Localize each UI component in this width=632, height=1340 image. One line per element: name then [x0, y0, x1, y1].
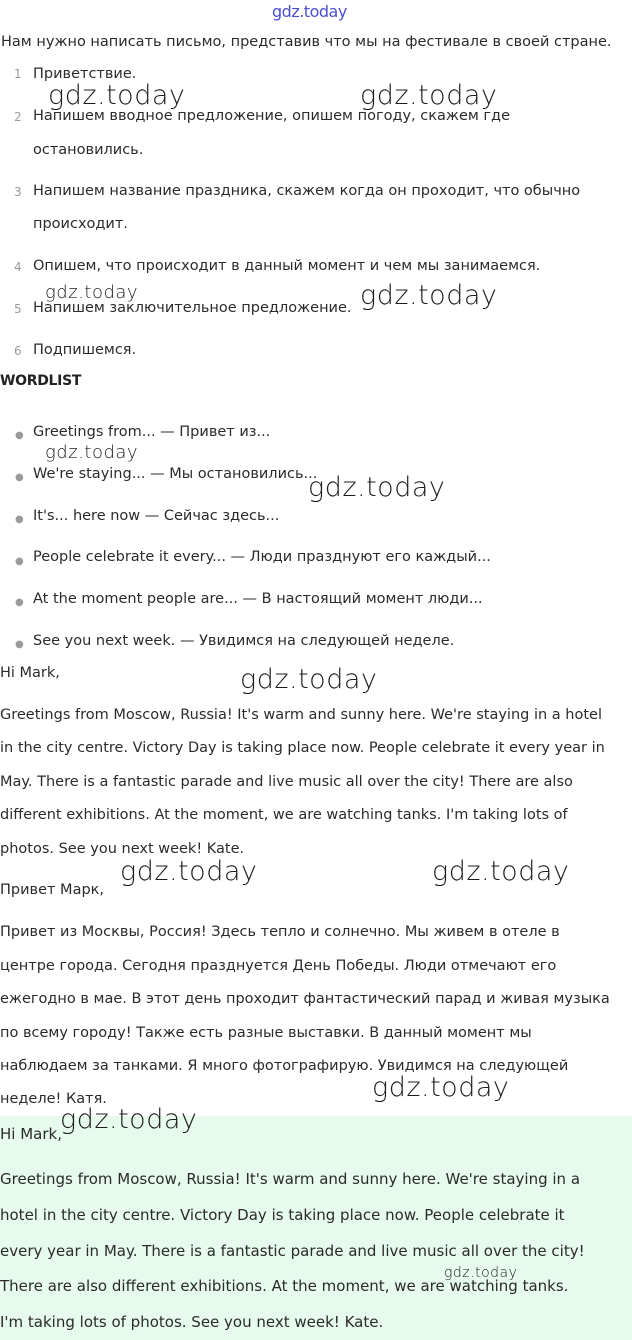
- step-text: Опишем, что происходит в данный момент и чем мы занимаемся.: [33, 258, 541, 274]
- step-text: остановились.: [33, 142, 144, 158]
- step-number: 4: [14, 260, 22, 274]
- letter-line: Привет из Москвы, Россия! Здесь тепло и солнечно. Мы живем в отеле в: [0, 924, 560, 940]
- letter-line: photos. See you next week! Kate.: [0, 841, 245, 857]
- watermark: gdz.today: [45, 442, 139, 463]
- watermark: gdz.today: [372, 1072, 510, 1103]
- step-text: Напишем заключительное предложение.: [33, 300, 352, 316]
- watermark: gdz.today: [360, 80, 498, 111]
- letter-greeting: Hi Mark,: [0, 665, 60, 681]
- bullet-icon: ●: [15, 472, 24, 483]
- wordlist-text: At the moment people are... — В настоящий момент люди...: [33, 591, 483, 607]
- step-number: 1: [14, 67, 22, 81]
- step-text: Приветствие.: [33, 66, 137, 82]
- watermark: gdz.today: [360, 280, 498, 311]
- wordlist-text: People celebrate it every... — Люди празднуют его каждый...: [33, 549, 491, 565]
- watermark: gdz.today: [308, 472, 446, 503]
- step-number: 2: [14, 110, 22, 124]
- wordlist-text: It's... here now — Сейчас здесь...: [33, 508, 280, 524]
- step-number: 5: [14, 302, 22, 316]
- wordlist-heading: WORDLIST: [0, 373, 82, 389]
- wordlist-text: Greetings from... — Привет из...: [33, 424, 271, 440]
- step-text: Подпишемся.: [33, 342, 137, 358]
- letter-line: every year in May. There is a fantastic parade and live music all over the city!: [0, 1242, 585, 1260]
- bullet-icon: ●: [15, 514, 24, 525]
- letter-line: неделе! Катя.: [0, 1091, 107, 1107]
- site-watermark-header: gdz.today: [272, 2, 347, 21]
- watermark: gdz.today: [432, 856, 570, 887]
- letter-line: There are also different exhibitions. At the moment, we are watching tanks.: [0, 1277, 569, 1295]
- step-number: 6: [14, 344, 22, 358]
- wordlist-text: See you next week. — Увидимся на следующей неделе.: [33, 633, 455, 649]
- bullet-icon: ●: [15, 430, 24, 441]
- letter-greeting: Hi Mark,: [0, 1125, 62, 1143]
- task-intro: Нам нужно написать письмо, представив что мы на фестивале в своей стране.: [1, 34, 612, 50]
- letter-line: Greetings from Moscow, Russia! It's warm and sunny here. We're staying in a hotel: [0, 707, 602, 723]
- watermark: gdz.today: [45, 282, 139, 303]
- bullet-icon: ●: [15, 556, 24, 567]
- letter-line: May. There is a fantastic parade and live music all over the city! There are also: [0, 774, 573, 790]
- watermark: gdz.today: [60, 1104, 198, 1135]
- wordlist-text: We're staying... — Мы остановились...: [33, 466, 318, 482]
- step-number: 3: [14, 185, 22, 199]
- step-text: Напишем название праздника, скажем когда он проходит, что обычно: [33, 183, 581, 199]
- watermark: gdz.today: [120, 856, 258, 887]
- step-text: Напишем вводное предложение, опишем погоду, скажем где: [33, 108, 510, 124]
- bullet-icon: ●: [15, 597, 24, 608]
- letter-line: по всему городу! Также есть разные выставки. В данный момент мы: [0, 1025, 532, 1041]
- letter-line: наблюдаем за танками. Я много фотографирую. Увидимся на следующей: [0, 1058, 569, 1074]
- watermark: gdz.today: [48, 80, 186, 111]
- letter-line: ежегодно в мае. В этот день проходит фантастический парад и живая музыка: [0, 991, 610, 1007]
- letter-line: Greetings from Moscow, Russia! It's warm and sunny here. We're staying in a: [0, 1170, 581, 1188]
- letter-line: центре города. Сегодня празднуется День Победы. Люди отмечают его: [0, 958, 557, 974]
- letter-line: hotel in the city centre. Victory Day is taking place now. People celebrate it: [0, 1206, 565, 1224]
- watermark: gdz.today: [444, 1265, 518, 1281]
- letter-greeting: Привет Марк,: [0, 882, 105, 898]
- bullet-icon: ●: [15, 639, 24, 650]
- letter-line: different exhibitions. At the moment, we are watching tanks. I'm taking lots of: [0, 807, 568, 823]
- watermark: gdz.today: [240, 664, 378, 695]
- step-text: происходит.: [33, 216, 128, 232]
- letter-line: I'm taking lots of photos. See you next week! Kate.: [0, 1313, 384, 1331]
- letter-line: in the city centre. Victory Day is taking place now. People celebrate it every year in: [0, 740, 605, 756]
- answer-highlight-block: [0, 1116, 632, 1340]
